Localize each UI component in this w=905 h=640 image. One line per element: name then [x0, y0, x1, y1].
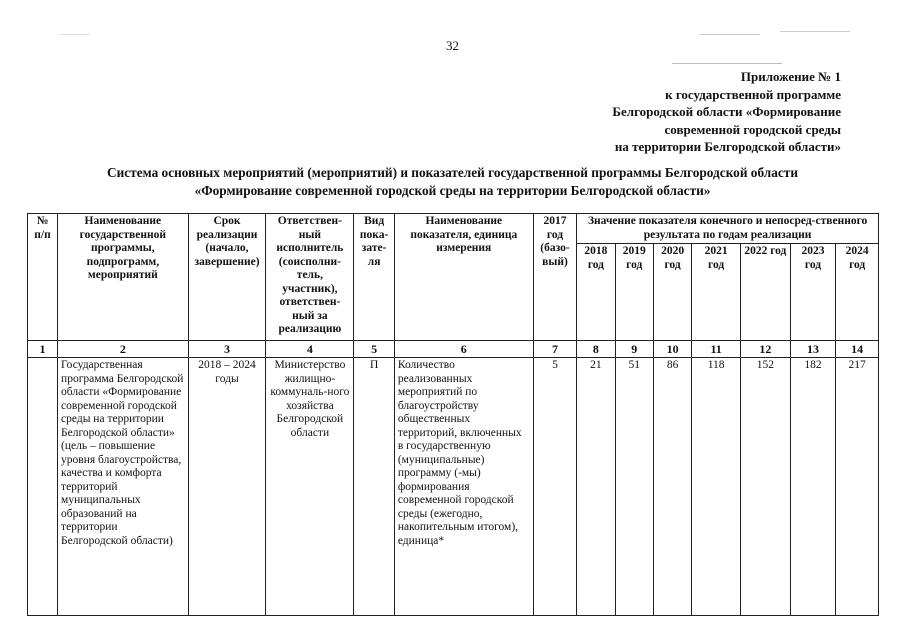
column-number: 6 [394, 341, 533, 358]
cell-base-value: 5 [533, 358, 577, 616]
column-number: 8 [577, 341, 615, 358]
header-year: 2022 год [740, 244, 790, 341]
column-number: 1 [28, 341, 58, 358]
header-indicator-name: Наименование показателя, единица измерения [394, 214, 533, 341]
appendix-line: на территории Белгородской области» [614, 139, 841, 154]
header-executor: Ответствен-ный исполнитель (соисполни-тель, участник), ответствен-ный за реализацию [266, 214, 354, 341]
header-year: 2020 год [653, 244, 691, 341]
header-num: № п/п [28, 214, 58, 341]
title-line: Система основных мероприятий (мероприятий) и показателей государственной программы Белгородской области [107, 165, 798, 180]
column-number: 5 [354, 341, 394, 358]
scan-speck [700, 34, 760, 35]
cell-year-value: 118 [692, 358, 741, 616]
column-number: 10 [653, 341, 691, 358]
title-line: «Формирование современной городской среды на территории Белгородской области» [194, 182, 711, 198]
column-number: 2 [58, 341, 189, 358]
header-year: 2018 год [577, 244, 615, 341]
cell-year-value: 152 [740, 358, 790, 616]
cell-program-name: Государственная программа Белгородской области «Формирование современной городской среды на территории Белгородской области» (цель – повышение уровня благоустройства, качества и комфорта территорий муниципальных образований на территории Белгородской области) [58, 358, 189, 616]
header-year: 2021 год [692, 244, 741, 341]
appendix-line: Приложение № 1 [740, 69, 841, 84]
document-title [0, 164, 905, 199]
page-number: 32 [446, 38, 459, 53]
cell-year-value: 86 [653, 358, 691, 616]
cell-year-value: 182 [790, 358, 836, 616]
cell-year-value: 51 [615, 358, 653, 616]
header-year: 2024 год [836, 244, 879, 341]
scan-speck [60, 34, 90, 35]
cell-year-value: 217 [836, 358, 879, 616]
header-name: Наименование государственной программы, подпрограмм, мероприятий [58, 214, 189, 341]
appendix-line: Белгородской области «Формирование [612, 104, 841, 119]
scan-speck [780, 31, 850, 32]
column-number: 13 [790, 341, 836, 358]
appendix-line: к государственной программе [665, 86, 841, 102]
appendix-line: современной городской среды [664, 121, 841, 137]
cell-term: 2018 – 2024 годы [188, 358, 266, 616]
program-table [27, 213, 879, 616]
column-number: 11 [692, 341, 741, 358]
column-number: 12 [740, 341, 790, 358]
column-number: 3 [188, 341, 266, 358]
column-number: 7 [533, 341, 577, 358]
column-number: 4 [266, 341, 354, 358]
appendix-block [612, 68, 841, 156]
header-values-group: Значение показателя конечного и непосред-ственного результата по годам реализации [577, 214, 879, 244]
cell-num [28, 358, 58, 616]
table-row [28, 358, 879, 616]
header-term: Срок реализации (начало, завершение) [188, 214, 266, 341]
scan-speck [672, 63, 782, 64]
cell-indicator-name: Количество реализованных мероприятий по благоустройству общественных территорий, включенных в государственную (муниципальные) программу (-мы) формирования современной городской среды (ежегодно, накопительным итогом), единица* [394, 358, 533, 616]
column-number: 9 [615, 341, 653, 358]
header-indicator-type: Вид пока-зате-ля [354, 214, 394, 341]
header-year: 2019 год [615, 244, 653, 341]
cell-indicator-type: П [354, 358, 394, 616]
column-number: 14 [836, 341, 879, 358]
cell-executor: Министерство жилищно-коммуналь-ного хозяйства Белгородской области [266, 358, 354, 616]
header-year: 2023 год [790, 244, 836, 341]
cell-year-value: 21 [577, 358, 615, 616]
header-base-year: 2017 год (базо-вый) [533, 214, 577, 341]
